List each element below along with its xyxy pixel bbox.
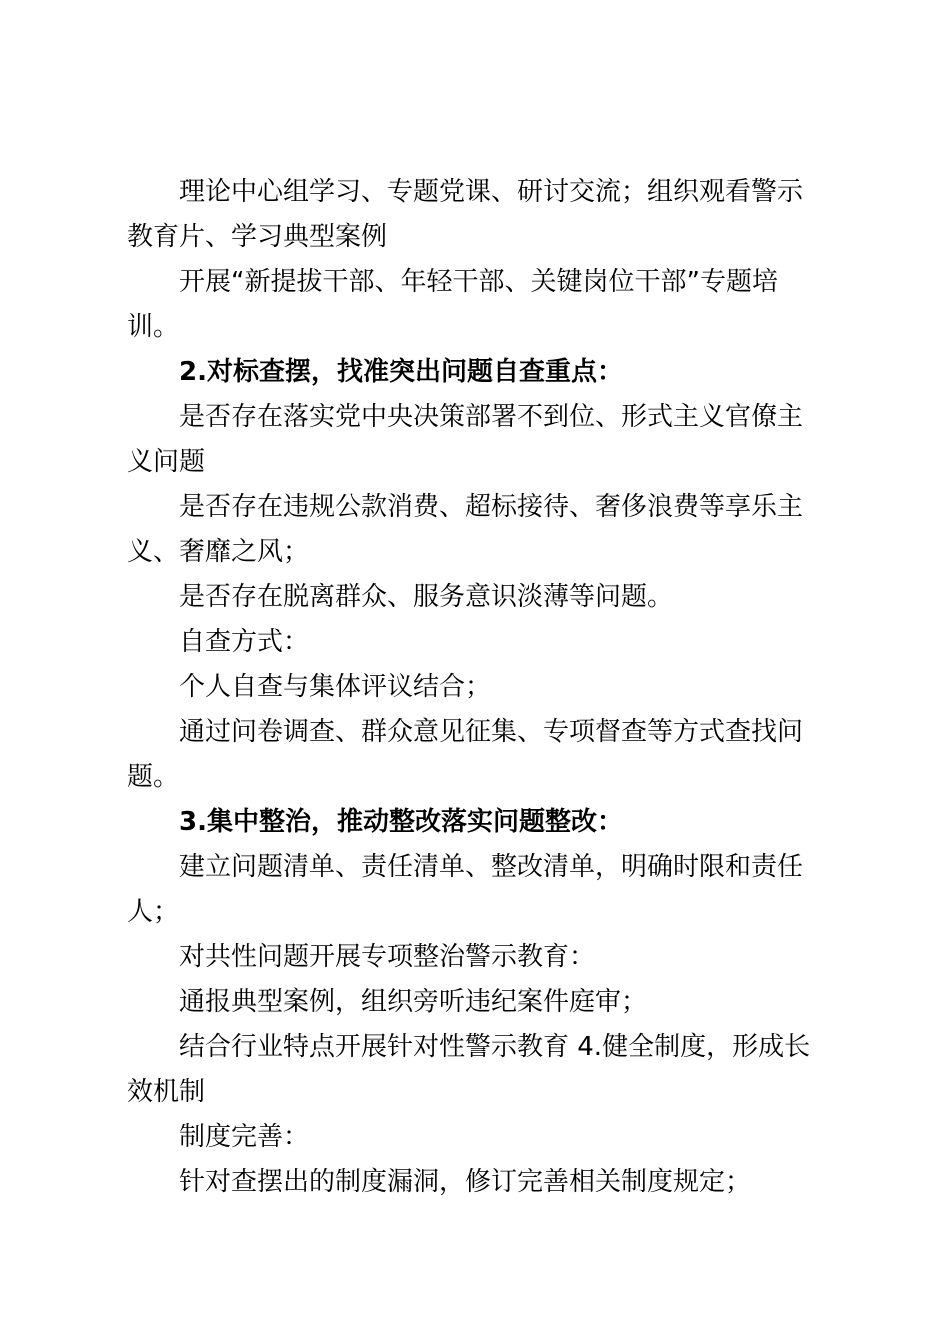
paragraph-special-training: 开展“新提拔干部、年轻干部、关键岗位干部”专题培训。 <box>127 267 778 342</box>
paragraph-question-detachment: 是否存在脱离群众、服务意识淡薄等问题。 <box>179 582 674 612</box>
paragraph-issue-lists: 建立问题清单、责任清单、整改清单，明确时限和责任人； <box>127 852 804 927</box>
paragraph-study-activities: 理论中心组学习、专题党课、研讨交流；组织观看警示教育片、学习典型案例 <box>127 177 804 252</box>
section-heading-self-check: 2.对标查摆，找准突出问题自查重点： <box>179 357 623 387</box>
paragraph-question-formalism: 是否存在落实党中央决策部署不到位、形式主义官僚主义问题 <box>127 402 804 477</box>
paragraph-industry-education: 结合行业特点开展针对性警示教育 4.健全制度，形成长效机制 <box>127 1032 811 1107</box>
section-heading-rectification: 3.集中整治，推动整改落实问题整改： <box>179 807 623 837</box>
paragraph-self-check-methods-label: 自查方式： <box>179 627 310 657</box>
paragraph-system-improvement-label: 制度完善： <box>179 1122 310 1152</box>
paragraph-revise-regulations: 针对查摆出的制度漏洞，修订完善相关制度规定； <box>179 1167 752 1197</box>
document-body <box>127 170 827 1205</box>
paragraph-warning-education: 对共性问题开展专项整治警示教育： <box>179 942 596 972</box>
paragraph-typical-cases: 通报典型案例，组织旁听违纪案件庭审； <box>179 987 648 1017</box>
paragraph-personal-collective-review: 个人自查与集体评议结合； <box>179 672 492 702</box>
paragraph-question-hedonism: 是否存在违规公款消费、超标接待、奢侈浪费等享乐主义、奢靡之风； <box>127 492 804 567</box>
paragraph-survey-methods: 通过问卷调查、群众意见征集、专项督查等方式查找问题。 <box>127 717 804 792</box>
